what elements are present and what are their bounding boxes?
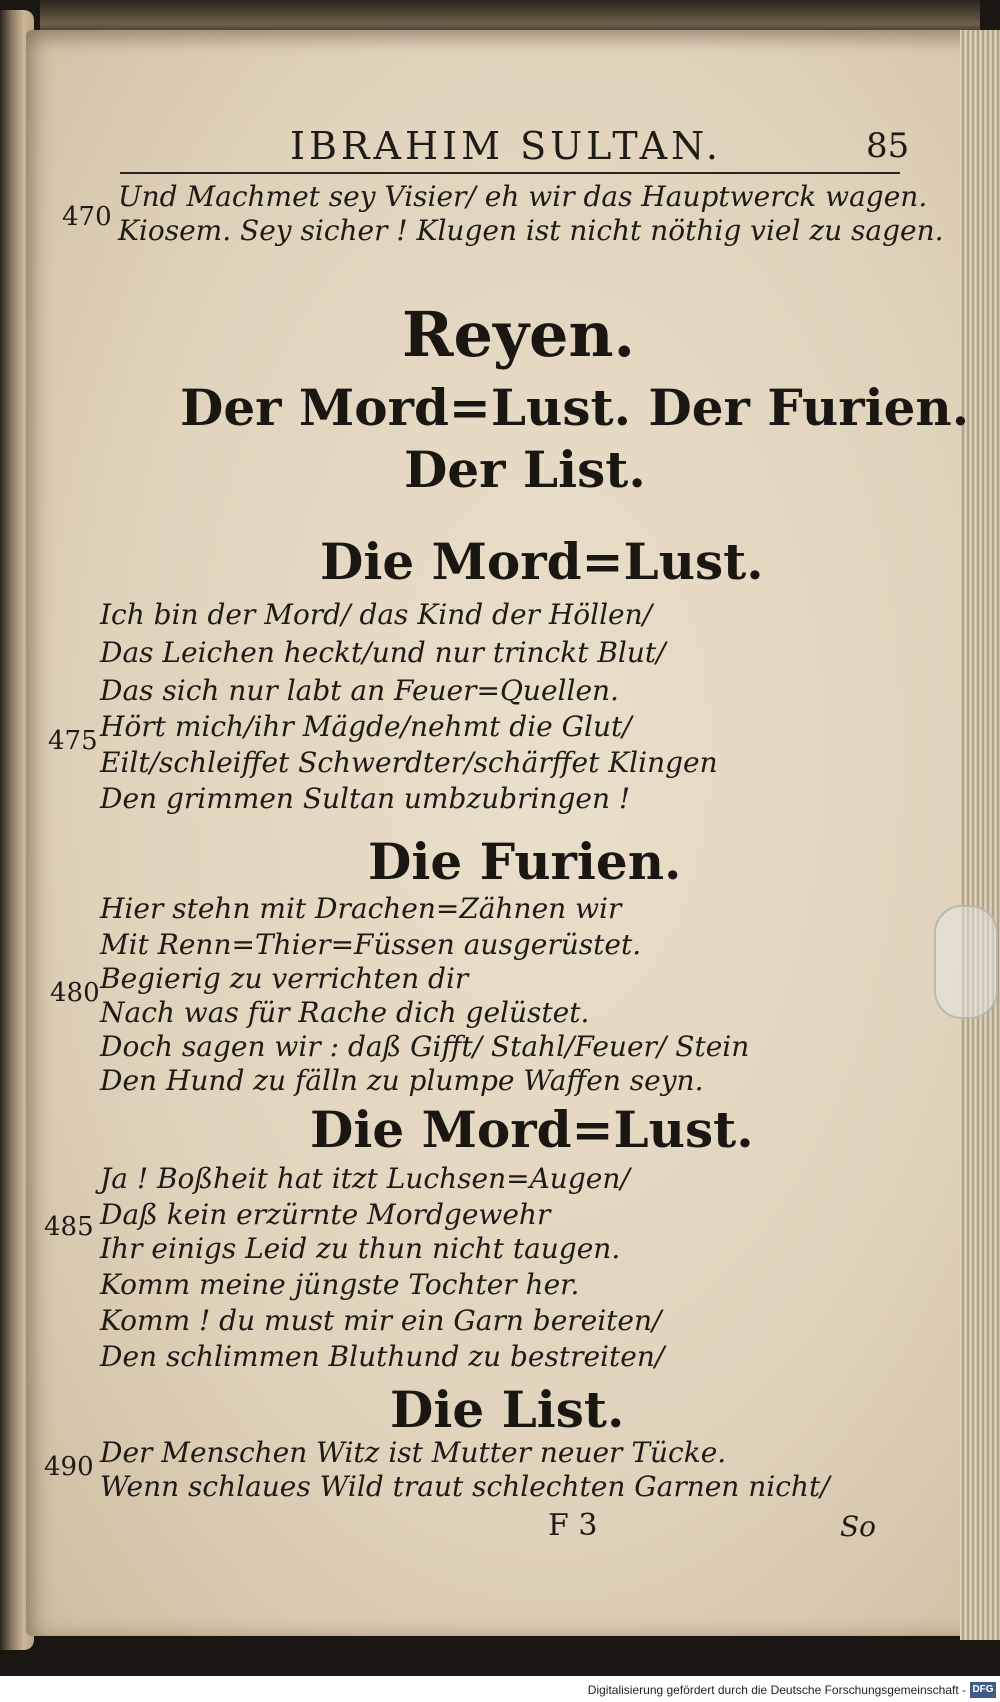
verse-line: Das Leichen heckt/und nur trinckt Blut/ xyxy=(100,636,666,669)
heading-chorus: Der Mord=Lust. Der Furien. xyxy=(180,378,970,437)
verse-line: Hier stehn mit Drachen=Zähnen wir xyxy=(100,892,622,925)
page-number: 85 xyxy=(866,126,910,166)
page-stack-edge xyxy=(960,30,1000,1640)
signature-mark: F 3 xyxy=(548,1508,598,1543)
verse-line: Und Machmet sey Visier/ eh wir das Hauptwerck wagen. xyxy=(118,180,928,213)
verse-line: Hört mich/ihr Mägde/nehmt die Glut/ xyxy=(100,710,632,743)
line-number: 485 xyxy=(44,1212,94,1242)
heading-mordlust: Die Mord=Lust. xyxy=(320,532,764,591)
dfg-logo: DFG xyxy=(970,1682,996,1698)
line-number: 490 xyxy=(44,1452,94,1482)
line-number: 475 xyxy=(48,726,98,756)
verse-line: Doch sagen wir : daß Gifft/ Stahl/Feuer/ Stein xyxy=(100,1030,750,1063)
verse-line: Mit Renn=Thier=Füssen ausgerüstet. xyxy=(100,928,642,961)
page-clip xyxy=(934,905,998,1019)
verse-line: Den grimmen Sultan umbzubringen ! xyxy=(100,782,631,815)
verse-line: Komm ! du must mir ein Garn bereiten/ xyxy=(100,1304,662,1337)
verse-line: Den schlimmen Bluthund zu bestreiten/ xyxy=(100,1340,665,1373)
verse-line: Der Menschen Witz ist Mutter neuer Tücke. xyxy=(100,1436,727,1469)
catchword: So xyxy=(840,1510,877,1543)
verse-line: Das sich nur labt an Feuer=Quellen. xyxy=(100,674,619,707)
verse-line: Eilt/schleiffet Schwerdter/schärffet Klingen xyxy=(100,746,718,779)
header-rule xyxy=(120,172,900,174)
verse-line: Den Hund zu fälln zu plumpe Waffen seyn. xyxy=(100,1064,704,1097)
heading-furien: Die Furien. xyxy=(368,832,682,891)
verse-line: Ihr einigs Leid zu thun nicht taugen. xyxy=(100,1232,621,1265)
heading-list: Die List. xyxy=(390,1380,625,1439)
verse-line: Kiosem. Sey sicher ! Klugen ist nicht nöthig viel zu sagen. xyxy=(118,214,944,247)
line-number: 470 xyxy=(62,202,112,232)
heading-reyen: Reyen. xyxy=(402,298,636,371)
line-number: 480 xyxy=(50,978,100,1008)
running-title: IBRAHIM SULTAN. xyxy=(290,124,722,168)
heading-chorus-2: Der List. xyxy=(404,440,646,499)
verse-line: Ich bin der Mord/ das Kind der Höllen/ xyxy=(100,598,653,631)
verse-line: Wenn schlaues Wild traut schlechten Garnen nicht/ xyxy=(100,1470,830,1503)
funding-credit: Digitalisierung gefördert durch die Deutsche Forschungsgemeinschaft - xyxy=(587,1683,966,1697)
verse-line: Begierig zu verrichten dir xyxy=(100,962,469,995)
verse-line: Daß kein erzürnte Mordgewehr xyxy=(100,1198,551,1231)
heading-mordlust-2: Die Mord=Lust. xyxy=(310,1100,754,1159)
verse-line: Komm meine jüngste Tochter her. xyxy=(100,1268,580,1301)
verse-line: Nach was für Rache dich gelüstet. xyxy=(100,996,590,1029)
verse-line: Ja ! Boßheit hat itzt Luchsen=Augen/ xyxy=(100,1162,630,1195)
